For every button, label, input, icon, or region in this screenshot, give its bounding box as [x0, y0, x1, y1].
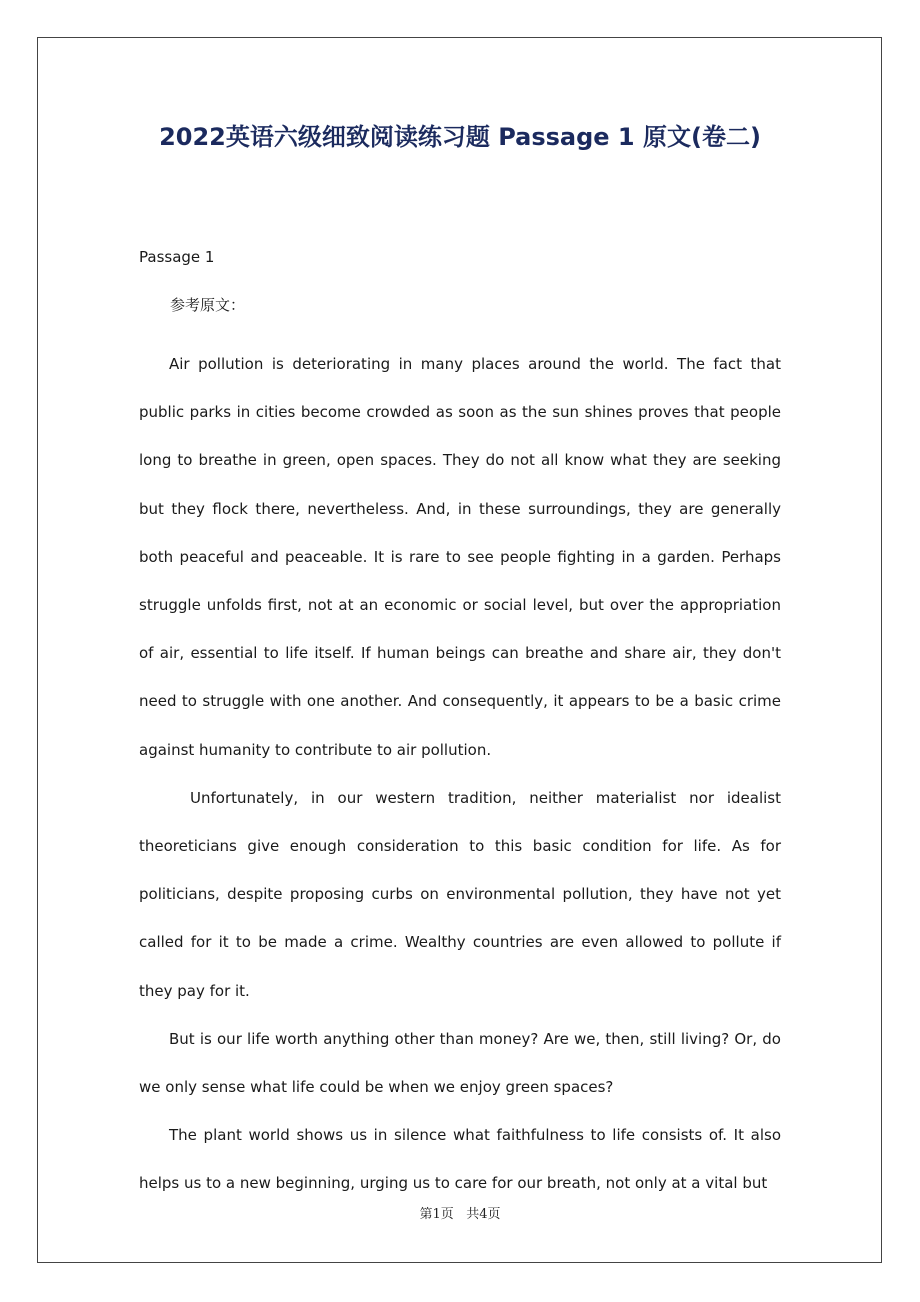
passage-label: Passage 1	[139, 248, 215, 266]
paragraph-1: Air pollution is deteriorating in many places around the world. The fact that public parks in cities become crowded as soon as the sun shines proves that people long to breathe in green, open spaces. They do not all know what they are seeking but they flock there, nevertheless. And, in these surroundings, they are generally both peaceful and peaceable. It is rare to see people fighting in a garden. Perhaps struggle unfolds first, not at an economic or social level, but over the appropriation of air, essential to life itself. If human beings can breathe and share air, they don't need to struggle with one another. And consequently, it appears to be a basic crime against humanity to contribute to air pollution.	[139, 355, 781, 759]
page-number-total: 共4页	[466, 1207, 501, 1222]
document-title: 2022英语六级细致阅读练习题 Passage 1 原文(卷二)	[159, 123, 761, 151]
page-number-current: 第1页	[419, 1207, 454, 1222]
paragraph-3: But is our life worth anything other than money? Are we, then, still living? Or, do we only sense what life could be when we enjoy green spaces?	[139, 1029, 781, 1097]
original-text-label: 参考原文：	[170, 296, 246, 314]
passage-body	[139, 340, 781, 1208]
paragraph-4: The plant world shows us in silence what faithfulness to life consists of. It also helps us to a new beginning, urging us to care for our breath, not only at a vital but	[139, 1126, 781, 1193]
paragraph-2: Unfortunately, in our western tradition, neither materialist nor idealist theoreticians give enough consideration to this basic condition for life. As for politicians, despite proposing curbs on environmental pollution, they have not yet called for it to be made a crime. Wealthy countries are even allowed to pollute if they pay for it.	[139, 788, 781, 1000]
page-footer	[0, 1205, 920, 1225]
